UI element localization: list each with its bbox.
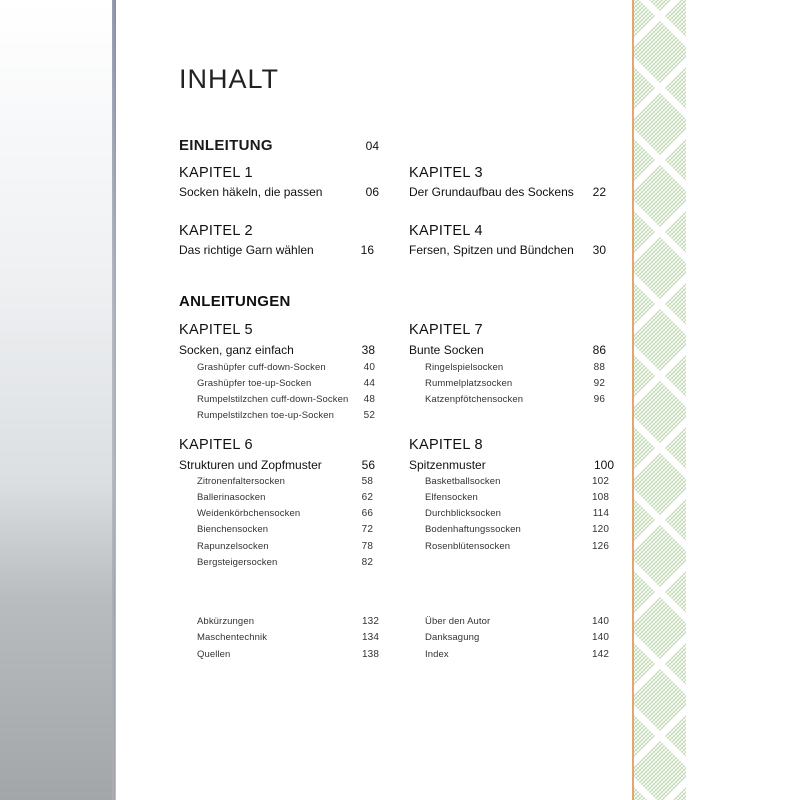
item-page: 82 [361, 557, 373, 568]
item-page: 62 [361, 492, 373, 503]
anleitungen-heading: ANLEITUNGEN [179, 293, 291, 310]
kapitel-6-page: 56 [361, 458, 375, 472]
appendix-item [197, 649, 379, 660]
kapitel-2-title: Das richtige Garn wählen [179, 243, 314, 257]
item-page: 44 [363, 378, 375, 389]
appendix-item [197, 616, 379, 627]
kapitel-6-entry [179, 458, 375, 472]
kapitel-7-heading: KAPITEL 7 [409, 322, 483, 338]
crochet-pattern-strip [634, 0, 686, 800]
item-page: 78 [361, 541, 373, 552]
kapitel-6-item [197, 476, 373, 487]
item-label: Maschentechnik [197, 632, 268, 643]
kapitel-3-heading: KAPITEL 3 [409, 165, 483, 181]
item-page: 66 [361, 508, 373, 519]
kapitel-5-title: Socken, ganz einfach [179, 343, 294, 357]
kapitel-1-entry [179, 185, 379, 199]
item-label: Quellen [197, 649, 231, 660]
appendix-item [425, 649, 609, 660]
item-page: 72 [361, 524, 373, 535]
kapitel-4-heading: KAPITEL 4 [409, 223, 483, 239]
item-page: 120 [592, 524, 609, 535]
kapitel-7-page: 86 [592, 343, 606, 357]
item-label: Rumpelstilzchen toe-up-Socken [197, 410, 335, 421]
einleitung-label: EINLEITUNG [179, 137, 273, 154]
kapitel-7-item [425, 378, 605, 389]
kapitel-2-page: 16 [360, 243, 374, 257]
kapitel-1-title: Socken häkeln, die passen [179, 185, 323, 199]
item-page: 108 [592, 492, 609, 503]
item-label: Rummelplatzsocken [425, 378, 513, 389]
kapitel-6-item [197, 557, 373, 568]
item-label: Rosenblütensocken [425, 541, 511, 552]
item-label: Durchblicksocken [425, 508, 502, 519]
kapitel-5-item [197, 378, 375, 389]
kapitel-7-entry [409, 343, 606, 357]
item-page: 88 [593, 362, 605, 373]
kapitel-6-heading: KAPITEL 6 [179, 437, 253, 453]
item-label: Bodenhaftungssocken [425, 524, 521, 535]
page-title: INHALT [179, 64, 280, 94]
kapitel-8-item [425, 524, 609, 535]
kapitel-3-entry [409, 185, 606, 199]
kapitel-3-page: 22 [592, 185, 606, 199]
item-page: 48 [363, 394, 375, 405]
kapitel-5-item [197, 362, 375, 373]
item-label: Rumpelstilzchen cuff-down-Socken [197, 394, 349, 405]
kapitel-6-item [197, 492, 373, 503]
item-page: 52 [363, 410, 375, 421]
background-right [686, 0, 800, 800]
kapitel-1-page: 06 [365, 185, 379, 199]
appendix-item [197, 632, 379, 643]
item-label: Ringelspielsocken [425, 362, 504, 373]
item-page: 142 [592, 649, 609, 660]
kapitel-8-item [425, 476, 609, 487]
item-page: 138 [362, 649, 379, 660]
item-label: Basketballsocken [425, 476, 501, 487]
background-photo-left [0, 0, 115, 800]
item-page: 140 [592, 616, 609, 627]
kapitel-5-heading: KAPITEL 5 [179, 322, 253, 338]
kapitel-2-entry [179, 243, 374, 257]
item-label: Über den Autor [425, 616, 491, 627]
item-label: Index [425, 649, 449, 660]
diamond-pattern [634, 0, 686, 800]
item-page: 92 [593, 378, 605, 389]
kapitel-6-item [197, 524, 373, 535]
kapitel-5-item [197, 410, 375, 421]
kapitel-8-heading: KAPITEL 8 [409, 437, 483, 453]
item-label: Weidenkörbchensocken [197, 508, 301, 519]
einleitung-page: 04 [365, 139, 379, 153]
kapitel-8-item [425, 541, 609, 552]
item-label: Bergsteigersocken [197, 557, 278, 568]
item-page: 40 [363, 362, 375, 373]
item-page: 140 [592, 632, 609, 643]
kapitel-7-title: Bunte Socken [409, 343, 484, 357]
item-page: 134 [362, 632, 379, 643]
kapitel-5-page: 38 [361, 343, 375, 357]
item-label: Zitronenfaltersocken [197, 476, 286, 487]
item-label: Ballerinasocken [197, 492, 266, 503]
kapitel-5-entry [179, 343, 375, 357]
item-page: 102 [592, 476, 609, 487]
kapitel-8-page: 100 [593, 458, 614, 472]
kapitel-8-item [425, 492, 609, 503]
kapitel-8-title: Spitzenmuster [409, 458, 486, 472]
item-page: 132 [362, 616, 379, 627]
kapitel-8-entry [409, 458, 614, 472]
kapitel-4-entry [409, 243, 606, 257]
toc-entry-einleitung [179, 137, 379, 154]
kapitel-7-item [425, 394, 605, 405]
item-label: Grashüpfer toe-up-Socken [197, 378, 312, 389]
item-page: 96 [593, 394, 605, 405]
kapitel-6-title: Strukturen und Zopfmuster [179, 458, 322, 472]
kapitel-2-heading: KAPITEL 2 [179, 223, 253, 239]
item-label: Grashüpfer cuff-down-Socken [197, 362, 326, 373]
item-page: 114 [592, 508, 609, 519]
kapitel-8-item [425, 508, 609, 519]
item-label: Bienchensocken [197, 524, 269, 535]
item-label: Rapunzelsocken [197, 541, 269, 552]
kapitel-6-item [197, 508, 373, 519]
item-page: 58 [361, 476, 373, 487]
kapitel-6-item [197, 541, 373, 552]
kapitel-5-item [197, 394, 375, 405]
kapitel-4-title: Fersen, Spitzen und Bündchen [409, 243, 574, 257]
item-label: Abkürzungen [197, 616, 255, 627]
kapitel-7-item [425, 362, 605, 373]
kapitel-1-heading: KAPITEL 1 [179, 165, 253, 181]
item-label: Danksagung [425, 632, 480, 643]
kapitel-3-title: Der Grundaufbau des Sockens [409, 185, 574, 199]
item-page: 126 [592, 541, 609, 552]
kapitel-4-page: 30 [592, 243, 606, 257]
appendix-item [425, 616, 609, 627]
item-label: Katzenpfötchensocken [425, 394, 524, 405]
item-label: Elfensocken [425, 492, 478, 503]
appendix-item [425, 632, 609, 643]
